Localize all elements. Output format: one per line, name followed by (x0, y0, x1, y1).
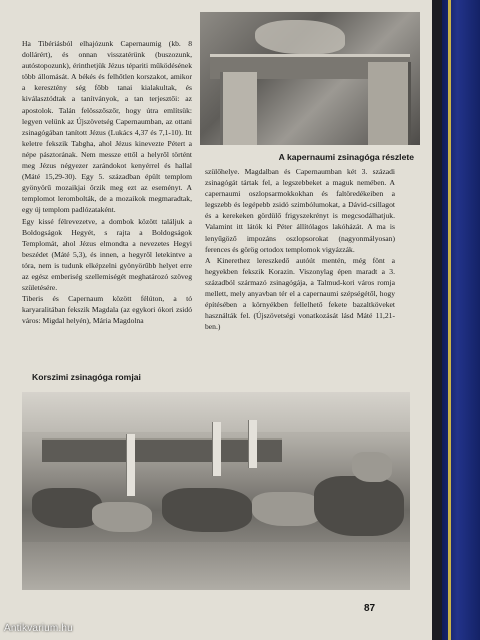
capernaum-synagogue-photo (200, 12, 420, 145)
watermark: Antikvarium.hu (4, 623, 73, 634)
photo-rubble (162, 488, 252, 532)
left-paragraph-1: Ha Tibériásból elhajózunk Capernaumig (kb. 8 dollárért), és onnan visszatérünk (buszozunk, autóstopozunk), érinthetjük Jézus tépariti működésének több állomását. A békés és felhőtlen korszakot, amikor a keresztény ség főbb tanai kialakultak, és kiválasztódtak a tanítványok, a tan terjesztői: az apostolok. Talán felösszőszőr, hogy útra említsük: legyen velünk az Újszövetség Capernaumban, az ottani zsinagógában tanított Jézus (Lukács 4,37 és 7,1-10). Itt keletre fekszik Tabgha, ahol Jézus kinevezte Pétert a népe pásztorának. Nem messze ettől a helyről történt meg Jézus négyezer zarándokot kenyérrel és hallal (Máté 15,29-30). Egy 5. században épült templom gyönyörű mozaikjai őrzik meg ezt az eseményt. A templomot lerombolták, de a mozaikok megmaradtak, egy új templom padlózataként. (22, 39, 192, 215)
photo-rubble (314, 476, 404, 536)
photo-carving (255, 20, 345, 54)
page-number: 87 (364, 603, 376, 614)
photo-ruin-wall (42, 438, 282, 462)
photo-column-left (220, 72, 257, 145)
right-paragraph-1: szülőhelye. Magdalban és Capernaumban két 3. századi zsinagógát tártak fel, a legszebbeket a maguk nemében. A capernaumi oszlopsarmokkokhan és faltöredékeiben a legszebb és legépebb zsidó szimbólumokat, a Dávid-csillagot és a kerekeken gördülő frigyszekrényt is megcsodálhatjuk. Valamint itt látók ki Péter állítólagos lakóházát. A ma is lenyűgöző impozáns oszlopsorokat (nagyonmályosan) ferences és görög ortodox templomok vigyázzák. (205, 167, 395, 254)
photo-rubble (92, 502, 152, 532)
cover-stripe (448, 0, 451, 640)
book-cover-edge (442, 0, 480, 640)
photo-caption-bottom: Korszimi zsinagóga romjai (32, 372, 141, 382)
photo-pillar (248, 420, 257, 468)
right-paragraph-2: A Kinerethez lereszkedő autóút mentén, még fönt a hegyekben fekszik Korazin. Viszonylag épen maradt a 3. századból származó zsinagógája, a Talmud-kori város romja mellett, mely anyavban tér el a capernaumi szépségétől, hogy építésében a környékben fellelhető fekete bazaltköveket használták fel. (Újszövetségi vonatkozását lásd Máté 11,21-ben.) (205, 255, 395, 332)
left-paragraph-3: Tiberis és Capernaum között félúton, a tó karyaralitában fekszik Magdala (az egykori ókori zsidó város: Migdal helyén), Mária Magdolna (22, 294, 192, 326)
left-text-column (22, 38, 192, 326)
korazin-synagogue-ruins-photo (22, 392, 410, 590)
photo-rubble (352, 452, 392, 482)
left-paragraph-2: Egy kissé félrevezetve, a dombok között találjuk a Boldogságok Hegyét, s rajta a Boldogságok Templomát, ahol Jézus elmondta a nevezetes Hegyi beszédet (Máté 5,3), és innen, a hegyről letekintve a tóra, nem is tudunk elképzelni gyönyörűbb helyet erre az egész emberiség szellemiségét meghatározó szöveg születésére. (22, 216, 192, 293)
right-text-column (205, 166, 395, 332)
photo-pillar (126, 434, 135, 496)
photo-rubble (252, 492, 322, 526)
book-spine (432, 0, 442, 640)
photo-column-right (368, 62, 411, 145)
photo-ground (22, 542, 410, 590)
photo-pillar (212, 422, 221, 476)
photo-caption-top: A kapernaumi zsinagóga részlete (278, 152, 414, 162)
